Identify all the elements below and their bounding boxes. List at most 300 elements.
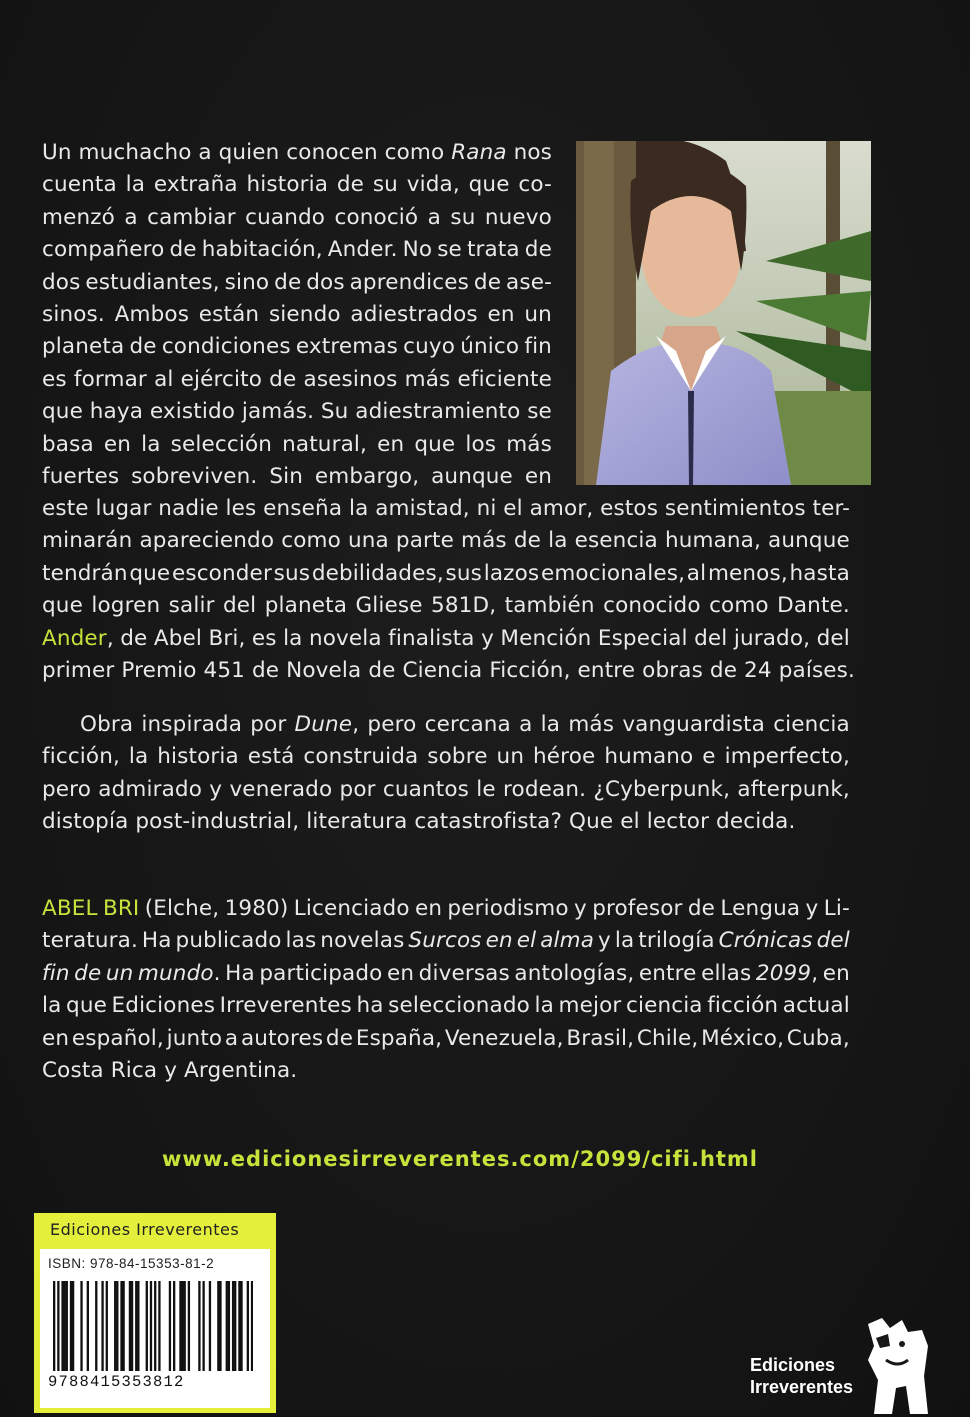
word-fragment: trata [466,237,520,263]
word [103,893,139,925]
word [574,893,587,925]
word [419,958,510,990]
barcode-bar [169,1281,171,1371]
word-fragment: de [524,237,552,263]
word-fragment: Sin [269,464,304,490]
word-fragment: amor, [529,496,594,521]
word [737,774,850,806]
word-fragment: asesinos [303,366,398,392]
word-fragment: admirado [98,776,203,802]
logo-text [750,1354,853,1398]
word [309,623,382,655]
word-fragment: BRI [102,896,140,921]
word-fragment: que [414,431,456,457]
word [604,741,693,773]
word [709,590,769,622]
word [813,493,850,525]
word [42,741,120,773]
word-fragment: trilogía [638,928,715,954]
word-fragment: del [694,625,728,651]
word-fragment: menos, [707,560,788,586]
barcode-bar [70,1281,72,1371]
text-line [42,137,552,169]
word-fragment: la [614,928,635,954]
word [503,493,523,525]
word [242,396,314,428]
barcode-bar [61,1281,63,1371]
word [476,774,496,806]
word-fragment: Ander [42,625,107,651]
word-fragment: España, [355,1025,443,1051]
word-fragment: cuyo [403,334,456,360]
word [777,590,850,622]
word [688,893,715,925]
word [481,623,494,655]
word-fragment: a [124,204,138,230]
word [286,137,377,169]
word-fragment: ellas [701,960,752,986]
barcode-bar [101,1281,103,1371]
word-fragment: actual [782,993,850,1019]
word-fragment: la [125,172,146,198]
word [566,1023,634,1055]
word [154,169,238,201]
word-fragment: , [811,960,819,986]
barcode-bar [181,1281,183,1371]
word-fragment: e [702,744,716,770]
word [568,709,614,741]
word-fragment: existido [149,399,236,425]
word-fragment: Mención [500,625,592,651]
word [95,493,151,525]
rhino-logo-icon [862,1316,932,1416]
word [593,774,730,806]
word-fragment: al [154,366,174,392]
text-line [42,1023,850,1055]
word-fragment: formar [73,366,147,392]
word-fragment: ABEL [42,896,98,921]
word-fragment: Cuba, [786,1025,850,1051]
word-fragment: menzó [42,204,115,230]
text-line: primer Premio 451 de Novela de Ciencia Ficción, entre obras de 24 países. [42,658,856,684]
word [112,990,216,1022]
word [824,893,850,925]
word [141,429,160,461]
word [665,493,806,525]
word [42,623,114,655]
word-fragment: adiestrados [350,302,478,328]
word [639,958,697,990]
word [477,493,497,525]
word-fragment: ficción [707,993,779,1019]
word-fragment: están [198,302,260,328]
word [387,958,414,990]
word [514,525,541,557]
word-fragment: Especial [597,625,688,651]
word [768,525,850,557]
word [524,331,552,363]
word [350,299,477,331]
word [241,1023,323,1055]
word [42,893,98,925]
word-fragment: selección [170,431,273,457]
word [535,990,554,1022]
second-paragraph [42,709,850,839]
word [142,925,172,957]
word-fragment: natural, [282,431,368,457]
word [42,267,80,299]
word-fragment: a [198,140,212,165]
word [533,741,595,773]
word [138,958,221,990]
word-fragment: historia [157,744,239,770]
barcode-bar [64,1281,66,1371]
word-fragment: salir [168,593,215,619]
word [503,774,586,806]
word [91,590,160,622]
word-fragment: jurado, [733,625,811,651]
word-fragment: se [527,399,552,425]
word-fragment: muchacho [78,140,192,165]
word-fragment: de [687,896,716,921]
word-fragment: quien [218,140,280,165]
text-line [42,558,850,590]
word-fragment: que [42,593,83,619]
word [104,429,131,461]
word-fragment: que [66,993,107,1019]
publisher-logo [740,1316,930,1416]
word [72,1023,164,1055]
word-fragment: , [106,625,114,651]
barcode-bar [120,1281,122,1371]
word [540,925,594,957]
word-fragment: en [485,928,513,954]
barcode-bar [135,1281,137,1371]
word [408,925,481,957]
word-fragment: fin [524,334,552,360]
text-line [42,925,850,957]
barcode-bar [234,1281,236,1371]
barcode-bar [173,1281,175,1371]
barcode-bar [217,1281,219,1371]
word-fragment: conocido [603,593,701,619]
word [447,893,568,925]
word [388,990,530,1022]
barcode-bar [188,1281,190,1371]
word [734,623,810,655]
word [226,493,257,525]
word-fragment: de [473,269,502,295]
word-fragment: la [283,625,303,651]
word-fragment: como [384,140,445,165]
word [283,623,302,655]
word [407,169,460,201]
word-fragment: español, [71,1025,164,1051]
word-fragment: Crónicas [718,928,813,954]
word-fragment: emocionales, [540,560,686,586]
word-fragment: en [822,960,850,986]
word-fragment: a [519,712,533,737]
word [42,364,67,396]
word-fragment: Obra [80,712,134,737]
word [707,990,778,1022]
word [461,525,507,557]
barcode-bar [72,1281,74,1371]
word-fragment: Surcos [408,928,482,954]
word [518,169,552,201]
word [701,1023,784,1055]
word-fragment: por [250,712,287,737]
barcode-bar [137,1281,139,1371]
word [312,558,444,590]
word-fragment: a [224,1025,239,1051]
text-line [42,958,850,990]
word-fragment: más [568,712,615,737]
word [474,267,501,299]
word [202,234,323,266]
word [517,925,537,957]
word-fragment: imperfecto, [724,744,850,770]
word-fragment: aprendices [349,269,470,295]
word [702,741,715,773]
word-fragment: cuantos [382,776,469,802]
word [377,429,404,461]
word-fragment: de [74,960,102,986]
barcode-bar [146,1281,148,1371]
word [157,741,239,773]
word-fragment: debilidades, [311,560,444,586]
word-fragment: lazos [483,560,540,586]
word [98,774,202,806]
word [467,234,520,266]
word-fragment: que [42,399,83,425]
word [637,1023,699,1055]
word-fragment: cuenta [42,172,117,198]
blurb-paragraph [42,137,552,493]
word [687,558,706,590]
word [527,396,552,428]
word [42,1023,69,1055]
barcode-panel [40,1249,270,1408]
word [598,925,611,957]
word-fragment: y [209,776,223,802]
word [198,137,211,169]
barcode-bar [80,1281,82,1371]
word [42,493,89,525]
word [708,558,788,590]
word [615,925,634,957]
word [42,202,115,234]
word [129,558,170,590]
word [263,493,342,525]
word-fragment: ciencia [625,993,703,1019]
word-fragment: teratura. [42,928,138,954]
text-line [42,709,850,741]
isbn-publisher: Ediciones Irreverentes [50,1220,240,1239]
word [519,709,532,741]
word-fragment: los [465,431,497,457]
word-fragment: lugar [95,496,152,521]
barcode-bar [95,1281,97,1371]
word-fragment: Lengua [720,896,801,921]
word-fragment: de [513,528,542,554]
word [286,925,317,957]
word-fragment: planeta [42,334,125,360]
word-fragment: que [129,560,171,586]
word [356,1023,442,1055]
barcode-bar [184,1281,186,1371]
word [525,461,552,493]
word-fragment: jamás. [241,399,315,425]
word [42,299,105,331]
word [42,169,117,201]
word-fragment: diversas [418,960,510,986]
word [450,202,475,234]
word [79,137,192,169]
word [773,709,850,741]
text-line [42,169,552,201]
word-fragment: embargo, [314,464,420,490]
word-fragment: su [372,172,398,198]
word-fragment: novela [308,625,382,651]
word [486,925,513,957]
word [403,234,433,266]
word-fragment: nadie [158,496,219,521]
word [74,364,147,396]
barcode-number: 9788415353812 [48,1373,185,1391]
word-fragment: venerado [229,776,333,802]
word-fragment: nos [513,140,552,165]
word-fragment: autores [240,1025,324,1051]
word [665,525,761,557]
word [427,741,487,773]
barcode-bar [150,1281,152,1371]
word [42,925,138,957]
word-fragment: adiestramiento [355,399,521,425]
logo-line2: Irreverentes [750,1377,854,1397]
word-fragment: extremas [295,334,398,360]
text-line [42,893,850,925]
word-fragment: de [129,334,157,360]
word-fragment: estos [600,496,659,521]
word [42,590,83,622]
word [388,623,474,655]
word [514,137,552,169]
text-line [42,299,552,331]
barcode-bar [131,1281,133,1371]
word-fragment: en [414,896,443,921]
word [158,493,218,525]
word [115,299,189,331]
word [725,741,850,773]
word [252,623,277,655]
word-fragment: Un [42,140,72,165]
word-fragment: Ander. [327,237,398,263]
word [355,396,520,428]
word-fragment: entre [638,960,697,986]
word [42,234,164,266]
word [296,331,398,363]
word-fragment: (Elche, [144,896,220,921]
word-fragment: No [402,237,433,263]
word [106,958,134,990]
word-fragment: se [437,237,462,263]
word [487,299,514,331]
word-fragment: 581D, [431,593,497,619]
website-url[interactable]: www.edicionesirreverentes.com/2099/cifi.html [161,1147,759,1171]
word [225,267,270,299]
word-fragment: les [225,496,257,521]
word [355,590,422,622]
word [129,331,156,363]
isbn-number: ISBN: 978-84-15353-81-2 [48,1256,215,1271]
word-fragment: finalista [388,625,475,651]
word-fragment: Gliese [355,593,423,619]
word [145,893,220,925]
word [42,461,119,493]
word [225,958,255,990]
word [154,364,173,396]
word [42,558,128,590]
text-line [42,267,552,299]
word-fragment: pero [367,712,417,737]
word [334,202,418,234]
word-fragment: es [42,366,67,392]
word [541,558,685,590]
word-fragment: parte [395,528,454,554]
word [425,709,511,741]
word-fragment: ficción, [42,744,120,770]
text-line [42,364,552,396]
word [199,299,259,331]
word [315,461,419,493]
word [428,202,441,234]
word [223,590,256,622]
word-fragment: del [816,928,850,954]
word-fragment: Rana [451,140,507,165]
word [622,709,765,741]
word [451,137,507,169]
word [600,493,658,525]
word [790,558,850,590]
word [431,590,496,622]
word [720,893,800,925]
word-fragment: más [461,528,507,554]
isbn-box [34,1213,276,1413]
word-fragment: del [816,625,850,651]
word-fragment: le [476,776,496,802]
word [208,623,245,655]
word-fragment: de [336,172,365,198]
word [229,774,332,806]
word-fragment: sus [445,560,482,586]
word [350,267,469,299]
word [348,525,389,557]
word [817,623,850,655]
word-fragment: 2099 [755,960,812,986]
word-fragment: logren [91,593,161,619]
word [787,1023,850,1055]
word-fragment: Licenciado [293,896,410,921]
text-line [42,590,850,622]
word-fragment: su [450,204,476,230]
word-fragment: novelas [320,928,405,954]
word [514,958,634,990]
word-fragment: conoció [334,204,419,230]
barcode-bar [122,1281,124,1371]
word-fragment: el [503,496,523,521]
word-fragment: y [598,928,611,954]
